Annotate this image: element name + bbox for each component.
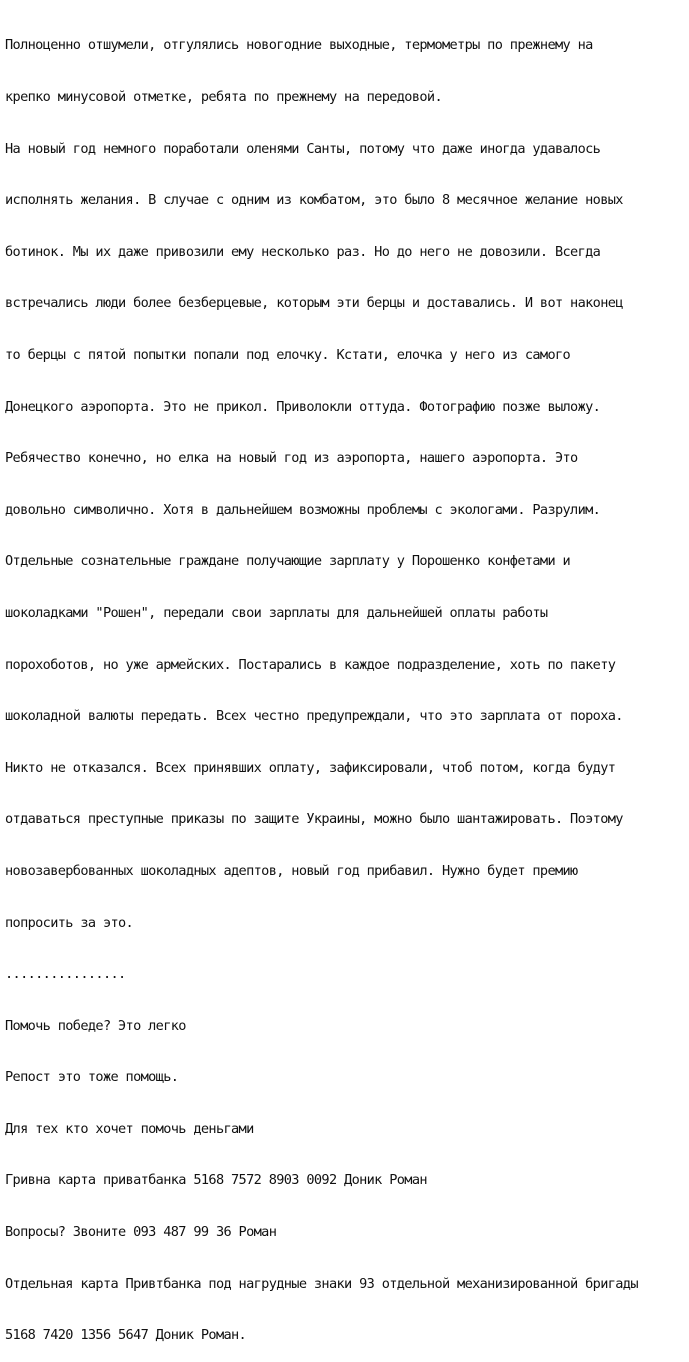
text-line: Полноценно отшумели, отгулялись новогодние выходные, термометры по прежнему на: [5, 37, 593, 54]
text-line: Отдельная карта Привтбанка под нагрудные знаки 93 отдельной механизированной бригады: [5, 1275, 638, 1292]
text-line: Помочь победе? Это легко: [5, 1017, 186, 1034]
text-line: Для тех кто хочет помочь деньгами: [5, 1120, 254, 1137]
card-number-line: 5168 7420 1356 5647 Доник Роман.: [5, 1327, 247, 1344]
text-line: Отдельные сознательные граждане получающие зарплату у Порошенко конфетами и: [5, 553, 571, 570]
text-line: На новый год немного поработали оленями Санты, потому что даже иногда удавалось: [5, 140, 601, 157]
phone-line: Вопросы? Звоните 093 487 99 36 Роман: [5, 1224, 277, 1241]
text-line: крепко минусовой отметке, ребята по прежнему на передовой.: [5, 89, 442, 105]
text-line: исполнять желания. В случае с одним из комбатом, это было 8 месячное желание новых: [5, 192, 623, 209]
post-text: [5, 3, 689, 1362]
text-line: шоколадками "Рошен", передали свои зарплаты для дальнейшей оплаты работы: [5, 604, 548, 621]
text-line: встречались люди более безберцевые, которым эти берцы и доставались. И вот наконец: [5, 295, 623, 312]
text-line: порохоботов, но уже армейских. Постарались в каждое подразделение, хоть по пакету: [5, 656, 616, 673]
text-line: Ребячество конечно, но елка на новый год из аэропорта, нашего аэропорта. Это: [5, 450, 578, 467]
separator-dots: ................: [5, 966, 126, 983]
text-line: Никто не отказался. Всех принявших оплату, зафиксировали, чтоб потом, когда будут: [5, 759, 616, 776]
card-number-line: Гривна карта приватбанка 5168 7572 8903 0092 Доник Роман: [5, 1172, 427, 1189]
text-line: то берцы с пятой попытки попали под елочку. Кстати, елочка у него из самого: [5, 346, 571, 363]
text-line: отдаваться преступные приказы по защите Украины, можно было шантажировать. Поэтому: [5, 811, 623, 828]
text-line: новозавербованных шоколадных адептов, новый год прибавил. Нужно будет премию: [5, 862, 578, 879]
text-line: довольно символично. Хотя в дальнейшем возможны проблемы с экологами. Разрулим.: [5, 501, 601, 518]
text-line: Репост это тоже помощь.: [5, 1069, 179, 1086]
text-line: попросить за это.: [5, 914, 134, 931]
text-line: шоколадной валюты передать. Всех честно предупреждали, что это зарплата от пороха.: [5, 708, 623, 725]
text-line: ботинок. Мы их даже привозили ему несколько раз. Но до него не довозили. Всегда: [5, 243, 601, 260]
text-line: Донецкого аэропорта. Это не прикол. Приволокли оттуда. Фотографию позже выложу.: [5, 398, 601, 415]
